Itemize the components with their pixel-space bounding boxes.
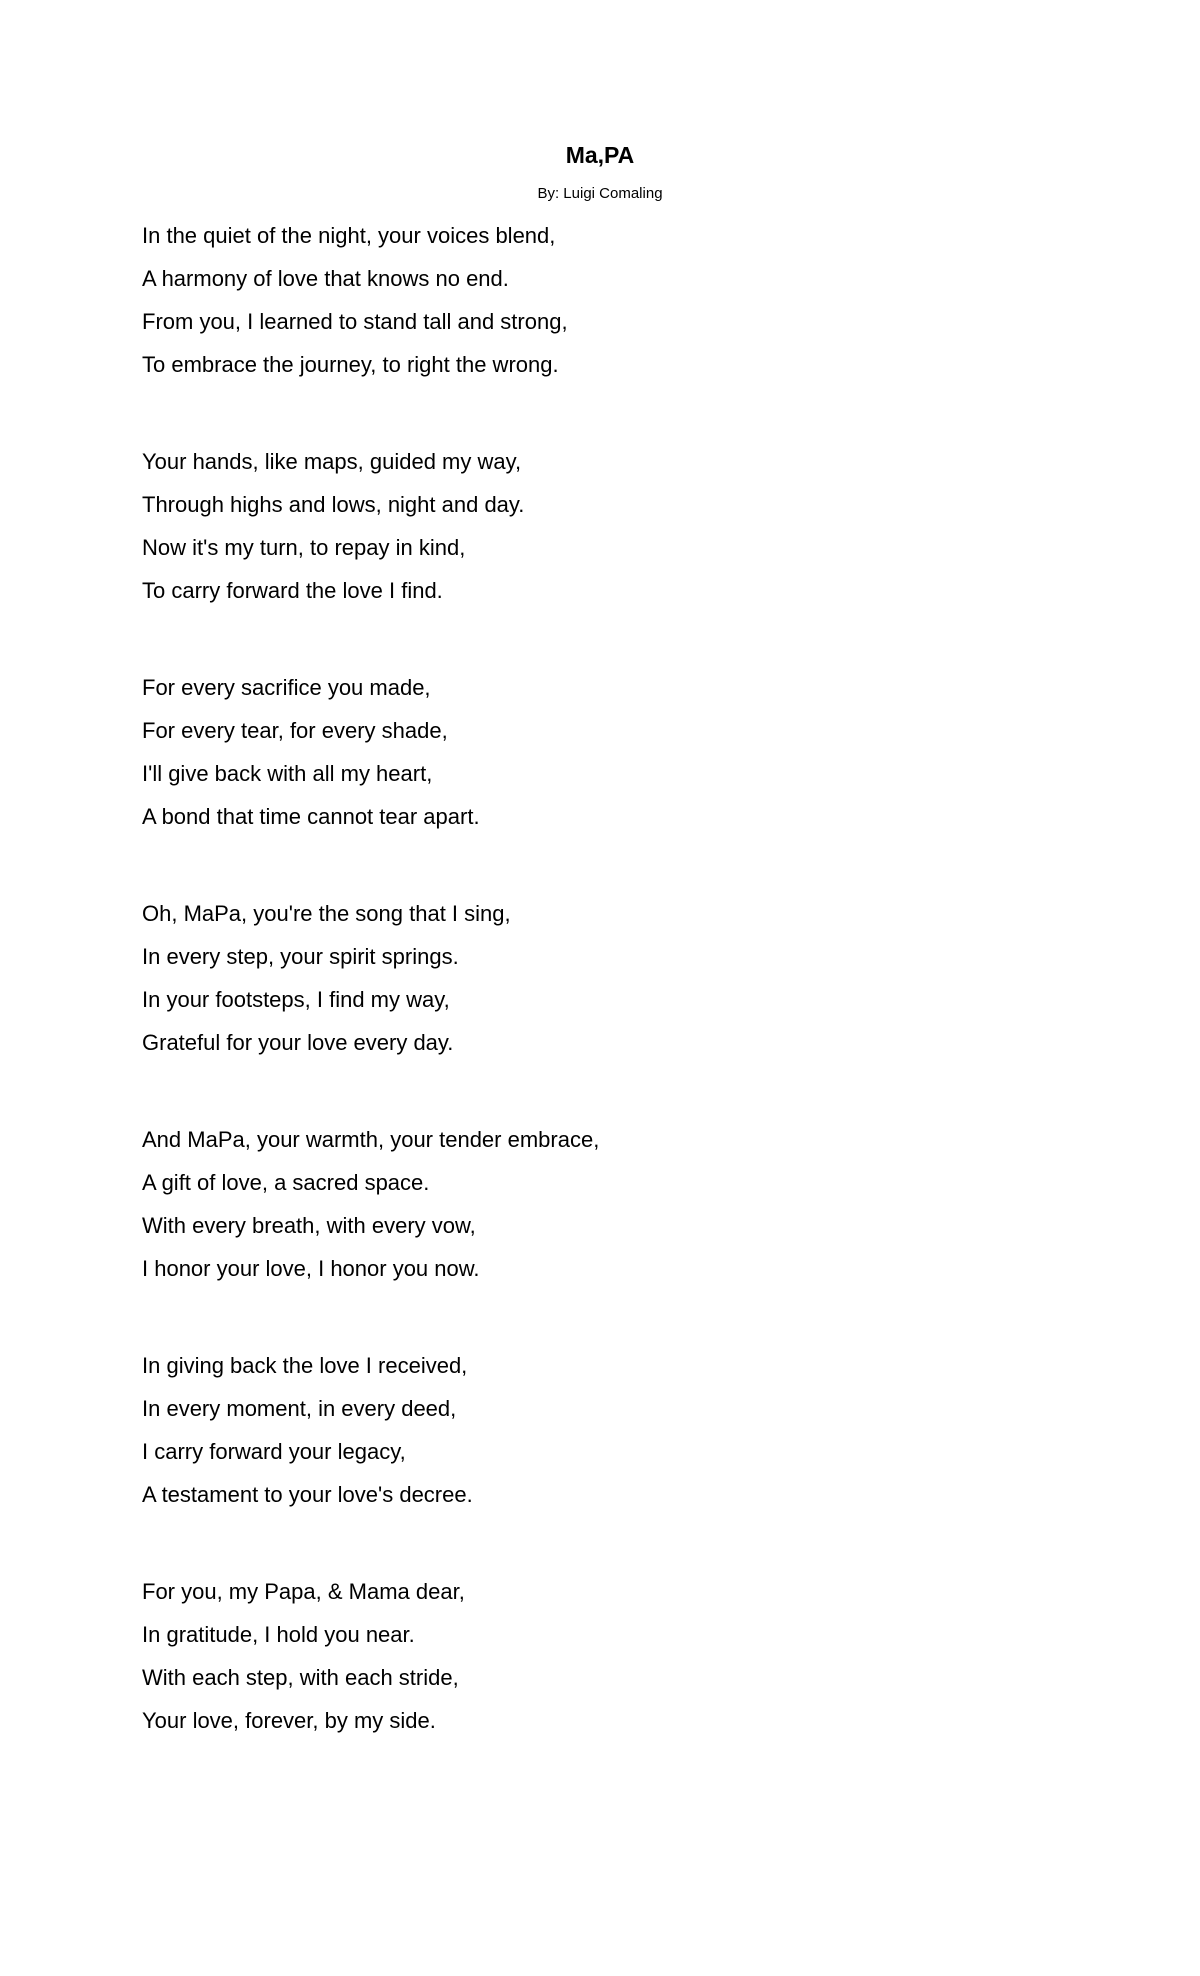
poem-line: For you, my Papa, & Mama dear, [142, 1579, 465, 1604]
poem-line: In every step, your spirit springs. [142, 944, 459, 969]
poem-line: From you, I learned to stand tall and strong, [142, 309, 568, 334]
poem-line: Now it's my turn, to repay in kind, [142, 535, 466, 560]
poem-line: A testament to your love's decree. [142, 1482, 473, 1507]
poem-line: In the quiet of the night, your voices blend, [142, 223, 556, 248]
poem-line: Your hands, like maps, guided my way, [142, 449, 522, 474]
poem-line: Oh, MaPa, you're the song that I sing, [142, 901, 511, 926]
poem-line: I'll give back with all my heart, [142, 761, 433, 786]
poem-line: A bond that time cannot tear apart. [142, 804, 480, 829]
stanza-3 [142, 666, 1122, 838]
poem-byline: By: Luigi Comaling [537, 185, 663, 202]
poem-title: Ma,PA [565, 142, 635, 168]
poem-line: Grateful for your love every day. [142, 1030, 454, 1055]
poem-line: A gift of love, a sacred space. [142, 1170, 430, 1195]
poem-line: Through highs and lows, night and day. [142, 492, 525, 517]
poem-line: In every moment, in every deed, [142, 1396, 457, 1421]
poem-line: For every sacrifice you made, [142, 675, 431, 700]
poem-line: Your love, forever, by my side. [142, 1708, 436, 1733]
poem-line: In giving back the love I received, [142, 1353, 468, 1378]
stanza-4 [142, 892, 1122, 1064]
stanza-6 [142, 1344, 1122, 1516]
poem-line: For every tear, for every shade, [142, 718, 448, 743]
poem-line: With every breath, with every vow, [142, 1213, 476, 1238]
poem-line: In your footsteps, I find my way, [142, 987, 450, 1012]
stanza-5 [142, 1118, 1122, 1290]
poem-line: To embrace the journey, to right the wrong. [142, 352, 559, 377]
stanza-1 [142, 214, 1122, 386]
poem-line: In gratitude, I hold you near. [142, 1622, 415, 1647]
poem-line: A harmony of love that knows no end. [142, 266, 509, 291]
poem-body [142, 214, 1122, 1796]
stanza-2 [142, 440, 1122, 612]
poem-line: To carry forward the love I find. [142, 578, 443, 603]
stanza-7 [142, 1570, 1122, 1742]
poem-line: I honor your love, I honor you now. [142, 1256, 480, 1281]
poem-line: I carry forward your legacy, [142, 1439, 406, 1464]
poem-line: With each step, with each stride, [142, 1665, 459, 1690]
poem-line: And MaPa, your warmth, your tender embrace, [142, 1127, 600, 1152]
